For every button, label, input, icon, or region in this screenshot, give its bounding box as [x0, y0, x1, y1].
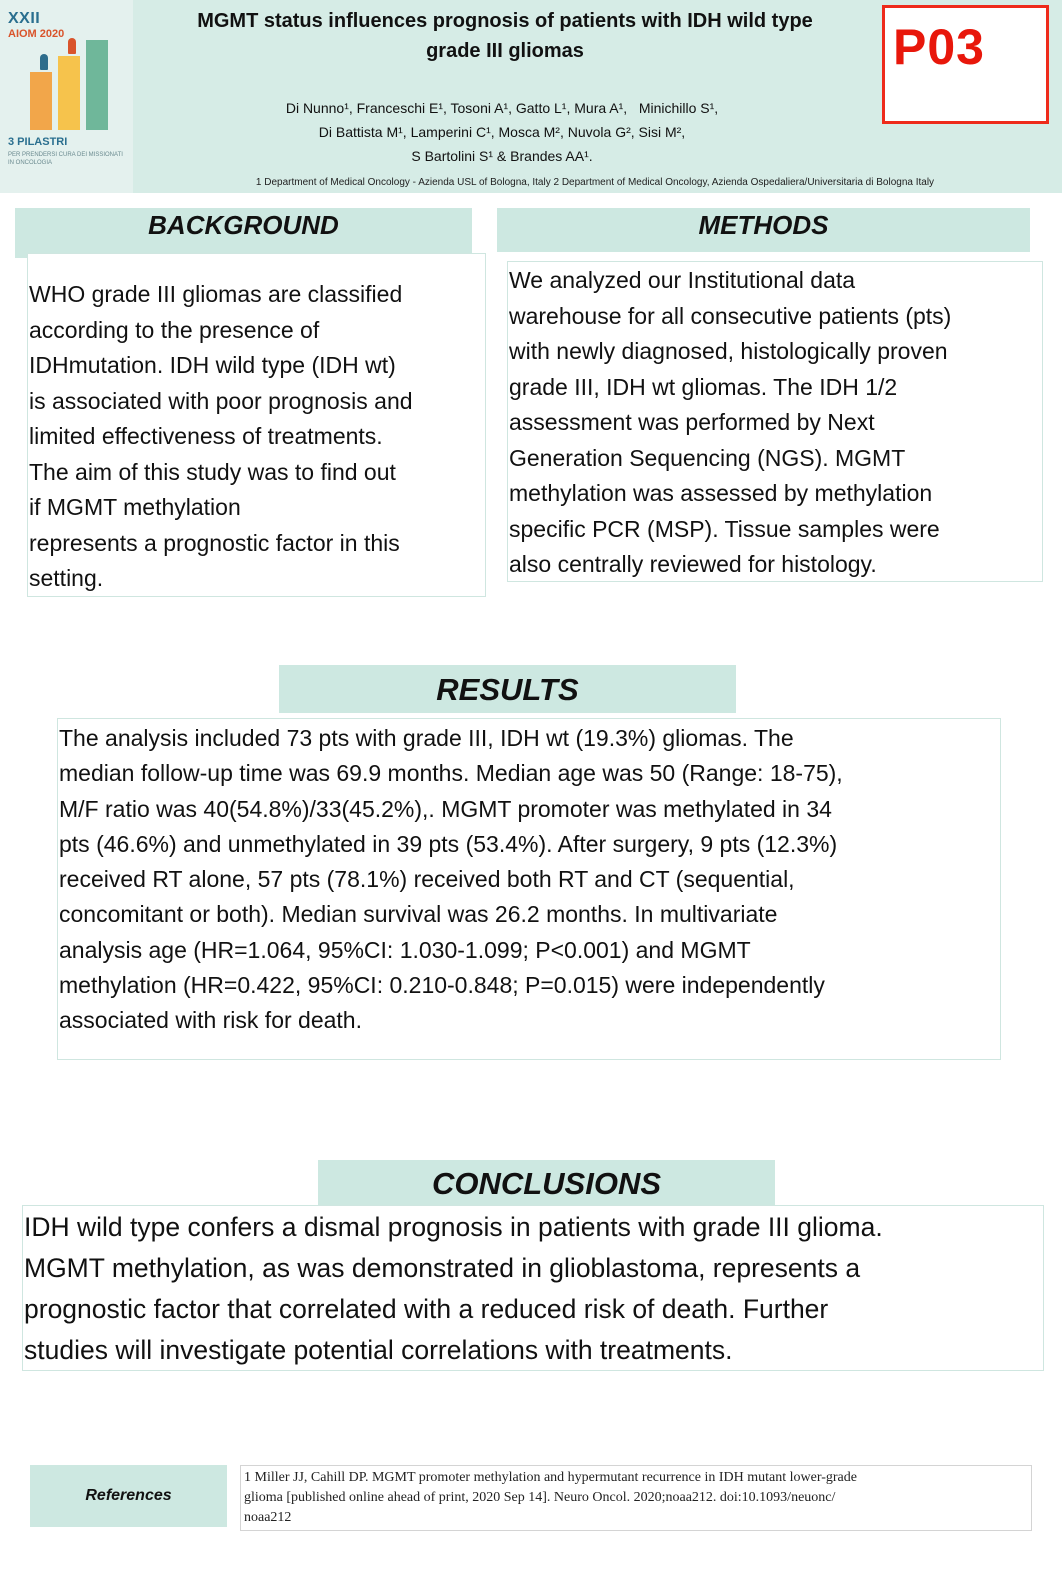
reference-line: noaa212	[244, 1510, 292, 1525]
text-line: associated with risk for death.	[59, 1007, 362, 1034]
background-heading: BACKGROUND	[15, 208, 472, 258]
text-line: warehouse for all consecutive patients (pts)	[509, 302, 952, 329]
text-line: The analysis included 73 pts with grade III, IDH wt (19.3%) gliomas. The	[59, 725, 794, 751]
logo-small-print: PER PRENDERSI CURA DEI MISSIONATI IN ONCOLOGIA	[8, 152, 123, 166]
authors-line-1: Di Nunno¹, Franceschi E¹, Tosoni A¹, Gatto L¹, Mura A¹, Minichillo S¹,	[285, 100, 719, 116]
text-line: MGMT methylation, as was demonstrated in glioblastoma, represents a	[24, 1253, 861, 1283]
text-line: according to the presence of	[29, 316, 320, 343]
references-text	[244, 1468, 1030, 1528]
text-line: methylation (HR=0.422, 95%CI: 0.210-0.848; P=0.015) were independently	[59, 972, 825, 999]
logo-pillar-1	[30, 72, 52, 130]
text-line: The aim of this study was to find out	[29, 458, 396, 485]
text-line: if MGMT methylation	[29, 494, 241, 520]
text-line: setting.	[29, 565, 104, 591]
text-line: received RT alone, 57 pts (78.1%) received both RT and CT (sequential,	[59, 866, 795, 893]
text-line: also centrally reviewed for histology.	[509, 551, 877, 577]
text-line: is associated with poor prognosis and	[29, 387, 413, 414]
logo-figure-icon	[68, 38, 76, 54]
text-line: pts (46.6%) and unmethylated in 39 pts (53.4%). After surgery, 9 pts (12.3%)	[59, 830, 838, 857]
reference-line: 1 Miller JJ, Cahill DP. MGMT promoter methylation and hypermutant recurrence in IDH mutant lower-grade	[244, 1470, 857, 1485]
text-line: M/F ratio was 40(54.8%)/33(45.2%),. MGMT promoter was methylated in 34	[59, 795, 832, 822]
text-line: limited effectiveness of treatments.	[29, 423, 383, 449]
logo-event: AIOM 2020	[8, 28, 65, 40]
conclusions-text	[24, 1207, 1044, 1371]
authors-line-3: S Bartolini S¹ & Brandes AA¹.	[411, 148, 593, 164]
title-line-2: grade III gliomas	[426, 40, 584, 62]
methods-text	[509, 263, 1041, 583]
logo-pillar-2	[58, 56, 80, 130]
text-line: median follow-up time was 69.9 months. Median age was 50 (Range: 18-75),	[59, 760, 843, 787]
background-text	[29, 277, 484, 597]
results-text	[59, 721, 999, 1039]
text-line: concomitant or both). Median survival was 26.2 months. In multivariate	[59, 901, 778, 928]
methods-heading: METHODS	[497, 208, 1030, 252]
text-line: We analyzed our Institutional data	[509, 267, 856, 293]
text-line: grade III, IDH wt gliomas. The IDH 1/2	[509, 373, 898, 400]
text-line: Generation Sequencing (NGS). MGMT	[509, 444, 906, 471]
text-line: with newly diagnosed, histologically proven	[509, 338, 948, 364]
text-line: IDHmutation. IDH wild type (IDH wt)	[29, 352, 396, 378]
title-line-1: MGMT status influences prognosis of patients with IDH wild type	[197, 10, 813, 32]
poster-title	[134, 6, 876, 66]
author-list	[200, 96, 804, 168]
poster-id: P03	[893, 19, 985, 75]
text-line: studies will investigate potential correlations with treatments.	[24, 1335, 733, 1365]
text-line: methylation was assessed by methylation	[509, 480, 933, 506]
results-heading: RESULTS	[279, 665, 736, 713]
text-line: specific PCR (MSP). Tissue samples were	[509, 515, 940, 542]
conference-logo	[0, 0, 133, 193]
text-line: WHO grade III gliomas are classified	[29, 281, 403, 307]
reference-line: glioma [published online ahead of print, 2020 Sep 14]. Neuro Oncol. 2020;noaa212. doi:10.1093/neuonc/	[244, 1490, 836, 1505]
text-line: assessment was performed by Next	[509, 409, 875, 435]
text-line: analysis age (HR=1.064, 95%CI: 1.030-1.099; P<0.001) and MGMT	[59, 936, 751, 963]
references-label: References	[30, 1465, 227, 1527]
logo-edition: XXII	[8, 10, 41, 27]
logo-caption: 3 PILASTRI	[8, 136, 68, 148]
affiliations: 1 Department of Medical Oncology - Azienda USL of Bologna, Italy 2 Department of Medical Oncology, Azienda Ospedaliera/Universitaria di Bologna Italy	[255, 177, 935, 188]
conclusions-heading: CONCLUSIONS	[318, 1160, 775, 1205]
authors-line-2: Di Battista M¹, Lamperini C¹, Mosca M², Nuvola G², Sisi M²,	[318, 124, 686, 140]
text-line: prognostic factor that correlated with a reduced risk of death. Further	[24, 1294, 829, 1324]
logo-figure-icon	[40, 54, 48, 70]
text-line: represents a prognostic factor in this	[29, 529, 400, 556]
text-line: IDH wild type confers a dismal prognosis in patients with grade III glioma.	[24, 1212, 883, 1242]
logo-pillar-3	[86, 40, 108, 130]
